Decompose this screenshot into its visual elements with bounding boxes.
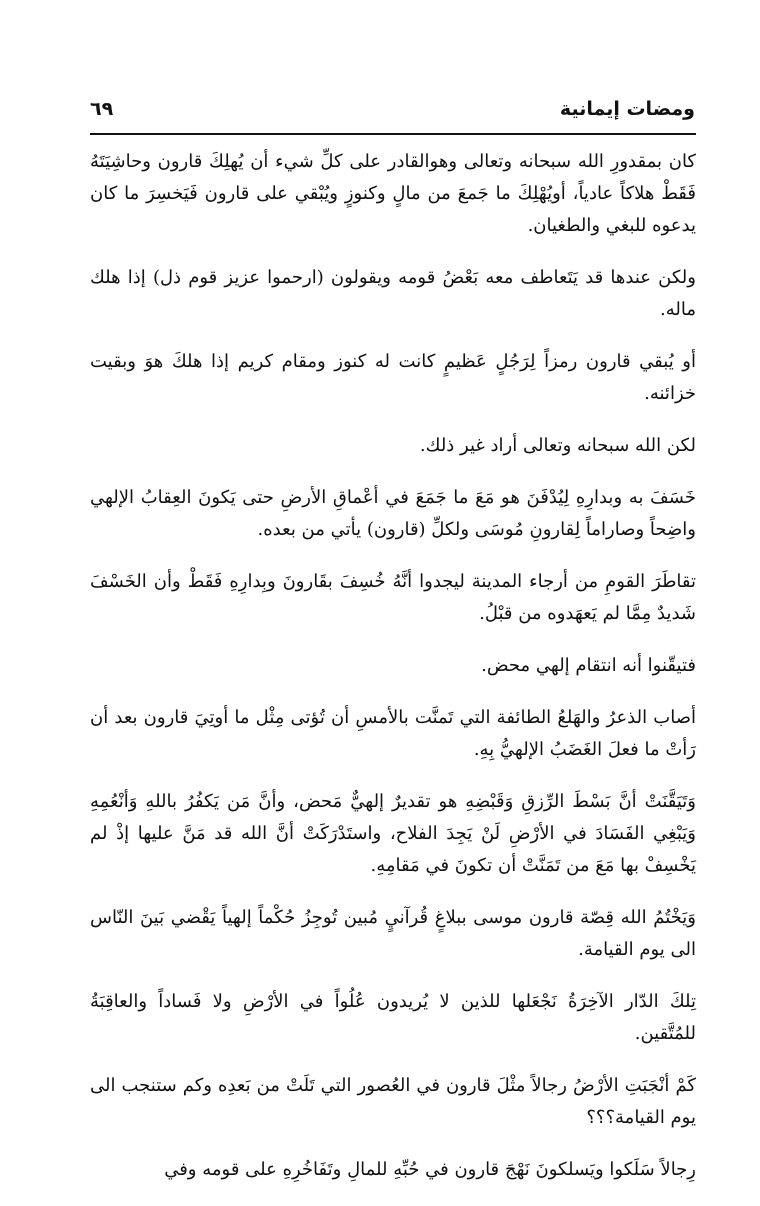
- paragraph: ولكن عندها قد يَتَعاطف معه بَعْضُ قومه ويقولون (ارحموا عزيز قوم ذل) إذا هلك ماله.: [90, 267, 696, 320]
- header-rule: [90, 133, 696, 135]
- paragraph: وَيَخْتُمُ الله قِصّة قارون موسى ببلاغٍ قُرآنيٍ مُبين تُوجِزُ حُكْماً إلهياً يَقْضي بَينَ النّاس الى يوم القيامة.: [90, 907, 696, 960]
- paragraph: وَتَيَقَّنَتْ أنَّ بَسْطَ الرِّزقِ وَقَبْضِهِ هو تقديرٌ إلهيٌّ مَحض، وأنَّ مَن يَكفُرُ باللهِ وَأنْعُمِهِ وَيَبْغِي الفَسَادَ في الأرْضِ لَنْ يَجِدَ الفلاح، واستَدْرَكَتْ أنَّ الله قد مَنَّ عليها إذْ لم يَخْسِفْ بها مَعَ من تَمَنَّتْ أن تكونَ في مَقامِهِ.: [90, 791, 696, 876]
- paragraph: أو يُبقي قارون رمزاً لِرَجُلٍ عَظيمٍ كانت له كنوز ومقام كريم إذا هلكَ هوَ وبقيت خزائنه.: [90, 351, 696, 404]
- page-body: [90, 146, 696, 1206]
- paragraph: خَسَفَ به وبدارِهِ لِيُدْفَنَ هو مَعَ ما جَمَعَ في أعْماقِ الأرضِ حتى يَكونَ العِقابُ الإلهي واضِحاً وصاراماً لِقارونِ مُوسَى ولكلِّ (قارون) يأتي من بعده.: [90, 487, 696, 540]
- running-title: ومضات إيمانية: [559, 98, 695, 120]
- page-number: ٦٩: [90, 98, 114, 120]
- paragraph: أصاب الذعرُ والهَلعُ الطائفة التي تَمنَّت بالأمسِ أن تُؤتى مِثْل ما أوتِيَ قارون بعد أن رَأتْ ما فعلَ الغَضَبُ الإلهيُّ بِهِ.: [90, 707, 696, 760]
- paragraph: تِلكَ الدّار الآخِرَةُ نَجْعَلها للذين لا يُريدون عُلُواً في الأرْضِ ولا فَساداً والعاقِبَةُ للمُتَّقين.: [90, 991, 696, 1044]
- paragraph: رِجالاً سَلَكوا ويَسلكونَ نَهْجَ قارون في حُبِّهِ للمالِ وتَفَاخُرِهِ على قومه وفي: [164, 1159, 696, 1180]
- paragraph: فتيقّنوا أنه انتقام إلهي محض.: [481, 655, 696, 676]
- paragraph: تقاطَرَ القومِ من أرجاء المدينة ليجدوا أنَّهُ خُسِفَ بقَارونَ وبِدارِهِ فَقَطْ وأن الخَسْفَ شَديدٌ مِمَّا لم يَعهَدوه من قبْلُ.: [90, 571, 696, 624]
- page-header: [90, 96, 695, 130]
- paragraph: لكن الله سبحانه وتعالى أراد غير ذلك.: [419, 435, 696, 456]
- paragraph: كان بمقدورِ الله سبحانه وتعالى وهوالقادر على كلِّ شيء أن يُهلِكَ قارون وحاشِيَتَهُ فَقَطْ هلاكاً عادياً، أويُهْلِكَ ما جَمعَ من مالٍ وكنوزٍ ويُبْقي على قارون فَيَخسِرَ ما كان يدعوه للبغي والطغيان.: [90, 151, 696, 236]
- paragraph: كَمْ أنْجَبَتِ الأرْضُ رجالاً مثْلَ قارون في العُصور التي تَلَتْ من بَعدِه وكم ستنجب الى يوم القيامة؟؟؟: [90, 1075, 696, 1128]
